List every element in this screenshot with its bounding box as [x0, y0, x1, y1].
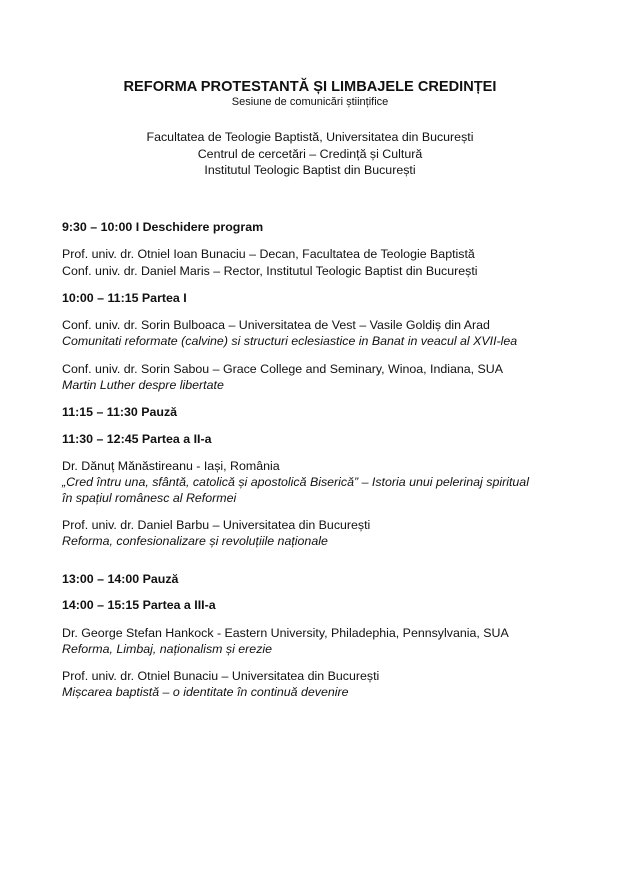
- document-subtitle: Sesiune de comunicări științifice: [231, 96, 389, 108]
- institution-line: Centrul de cercetări – Credință și Cultură: [197, 147, 423, 161]
- session-heading: 9:30 – 10:00 I Deschidere program: [62, 220, 264, 234]
- institution-line: Facultatea de Teologie Baptistă, Universitatea din București: [146, 130, 474, 144]
- speaker-line: Prof. univ. dr. Otniel Bunaciu – Universitatea din București: [62, 669, 380, 683]
- document-title: REFORMA PROTESTANTĂ ȘI LIMBAJELE CREDINȚEI: [123, 79, 497, 95]
- talk-title: Reforma, confesionalizare și revoluțiile naționale: [62, 534, 328, 548]
- speaker-line: Prof. univ. dr. Daniel Barbu – Universitatea din București: [62, 518, 371, 532]
- session-heading: 14:00 – 15:15 Partea a III-a: [62, 598, 216, 612]
- talk-title-continued: în spațiul românesc al Reformei: [62, 491, 237, 505]
- talk-title: Mișcarea baptistă – o identitate în continuă devenire: [62, 685, 349, 699]
- break-heading: 11:15 – 11:30 Pauză: [62, 405, 178, 419]
- talk-title: Reforma, Limbaj, naționalism și erezie: [62, 642, 273, 656]
- break-heading: 13:00 – 14:00 Pauză: [62, 572, 179, 586]
- speaker-line: Dr. Dănuț Mănăstireanu - Iași, România: [62, 459, 280, 473]
- speaker-line: Conf. univ. dr. Daniel Maris – Rector, Institutul Teologic Baptist din București: [62, 264, 478, 278]
- speaker-line: Dr. George Stefan Hankock - Eastern University, Philadephia, Pennsylvania, SUA: [62, 626, 509, 640]
- talk-title: Comunitati reformate (calvine) si structuri eclesiastice in Banat in veacul al XVII-lea: [62, 334, 518, 348]
- speaker-line: Conf. univ. dr. Sorin Bulboaca – Universitatea de Vest – Vasile Goldiș din Arad: [62, 318, 490, 332]
- session-heading: 10:00 – 11:15 Partea I: [62, 291, 187, 305]
- speaker-line: Prof. univ. dr. Otniel Ioan Bunaciu – Decan, Facultatea de Teologie Baptistă: [62, 247, 475, 261]
- talk-title: „Cred întru una, sfântă, catolică și apostolică Biserică” – Istoria unui pelerinaj spiritual: [62, 475, 529, 489]
- speaker-line: Conf. univ. dr. Sorin Sabou – Grace College and Seminary, Winoa, Indiana, SUA: [62, 362, 504, 376]
- institution-line: Institutul Teologic Baptist din București: [204, 163, 416, 177]
- session-heading: 11:30 – 12:45 Partea a II-a: [62, 432, 212, 446]
- talk-title: Martin Luther despre libertate: [62, 378, 224, 392]
